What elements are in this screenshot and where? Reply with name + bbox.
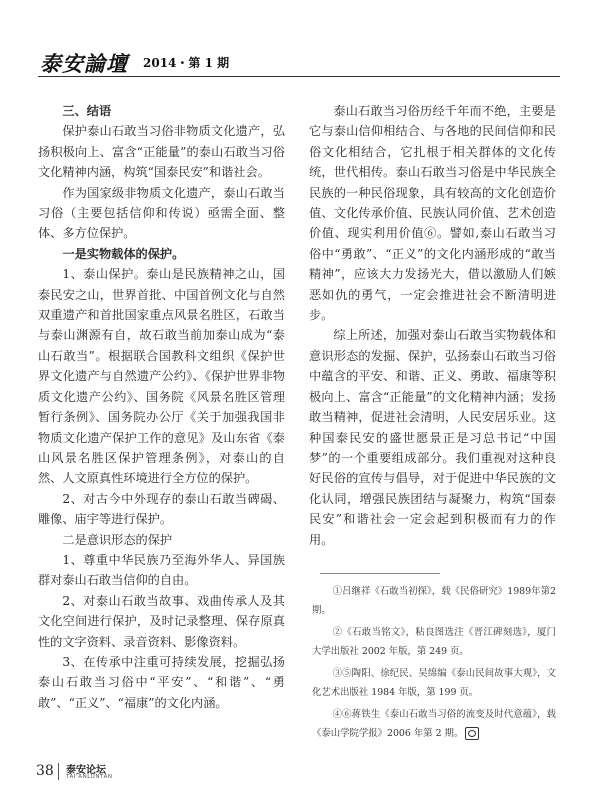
footnote — [312, 705, 556, 743]
footnote — [312, 664, 556, 702]
left-column — [38, 101, 285, 713]
left-column-paragraph: 1、尊重中华民族乃至海外华人、异国族群对泰山石敢当信仰的自由。 — [38, 552, 285, 588]
left-column-paragraph: 1、泰山保护。泰山是民族精神之山，国泰民安之山，世界首批、中国首例文化与自然双重遗产和首批国家重点风景名胜区，石敢当与泰山渊源有自，故石敢当前加泰山成为“泰山石敢当”。根据联合国教科文组织《保护世界文化遗产与自然遗产公约》、《保护世界非物质文化遗产公约》、国务院《风景名胜区管理暂行条例》、国务院办公厅《关于加强我国非物质文化遗产保护工作的意见》及山东省《泰山风景名胜区保护管理条例》，对泰山的自然、人文原真性环境进行全方位的保护。 — [38, 267, 285, 486]
left-column-paragraph: 2、对泰山石敢当故事、戏曲传承人及其文化空间进行保护，及时记录整理、保存原真性的文字资料、录音资料、影像资料。 — [38, 593, 285, 649]
left-column-paragraph: 二是意识形态的保护 — [62, 532, 173, 547]
left-column-paragraph: 三、结语 — [62, 104, 112, 118]
cnki-logo-icon — [465, 727, 479, 740]
page-number: 38 — [36, 763, 54, 779]
footnote-text: ②《石敢当铭文》，粘良图选注《晋江碑刻选》，厦门大学出版社 2002 年版，第 249 页。 — [312, 627, 556, 657]
header-rule — [38, 76, 560, 77]
right-column-paragraph: 综上所述，加强对泰山石敢当实物载体和意识形态的发掘、保护，弘扬泰山石敢当习俗中蕴含的平安、和谐、正义、勇敢、福康等积极向上、富含“正能量”的文化精神内涵；发扬敢当精神，促进社会清明，人民安居乐业。这种国泰民安的盛世愿景正是习总书记“中国梦”的一个重要组成部分。我们重视对这种良好民俗的宣传与倡导，对于促进中华民族的文化认同，增强民族团结与凝聚力，构筑“国泰民安”和谐社会一定会起到积极而有力的作用。 — [309, 328, 556, 547]
left-column-paragraph: 一是实物载体的保护。 — [62, 246, 185, 261]
footnote-text: ④⑥蒋铁生《泰山石敢当习俗的流变及时代意蕴》，载《泰山学院学报》2006 年第 2 期。 — [312, 709, 556, 739]
footnote-rule — [320, 573, 440, 574]
footnote-text: ③⑤陶阳、徐纪民、吴绵编《泰山民间故事大观》，文化艺术出版社 1984 年版，第 199 页。 — [312, 668, 556, 698]
footnote-text: ①吕继祥《石敢当初探》，载《民俗研究》1989年第2期。 — [312, 586, 556, 616]
footnote — [312, 582, 556, 620]
footnotes — [312, 582, 556, 746]
footer-journal-pinyin: TAI'ANLUNTAN — [66, 774, 113, 780]
footer-divider — [58, 763, 59, 780]
left-column-paragraph: 2、对古今中外现存的泰山石敢当碑碣、雕像、庙宇等进行保护。 — [38, 491, 285, 527]
left-column-paragraph: 3、在传承中注重可持续发展，挖掘弘扬泰山石敢当习俗中“平安”、“和谐”、“勇敢”、“正义”、“福康”的文化内涵。 — [38, 654, 285, 710]
journal-brand: 泰安論壇 — [40, 51, 128, 76]
right-column — [309, 101, 556, 550]
issue-label: 2014・第 1 期 — [143, 56, 230, 70]
left-column-paragraph: 保护泰山石敢当习俗非物质文化遗产，弘扬积极向上、富含“正能量”的泰山石敢当习俗文化精神内涵，构筑“国泰民安”和谐社会。 — [38, 124, 285, 180]
footer-journal-name: 泰安论坛 — [66, 765, 106, 776]
right-column-paragraph: 泰山石敢当习俗历经千年而不绝，主要是它与泰山信仰相结合、与各地的民间信仰和民俗文化相结合，它扎根于相关群体的文化传统，世代相传。泰山石敢当习俗是中华民族全民族的一种民俗现象，具有较高的文化创造价值、文化传承价值、民族认同价值、艺术创造价值、现实利用价值⑥。譬如,泰山石敢当习俗中“勇敢”、“正义”的文化内涵形成的“敢当精神”，应该大力发扬光大，借以激励人们嫉恶如仇的勇气，一定会推进社会不断清明进步。 — [309, 104, 556, 323]
footnote — [312, 623, 556, 661]
left-column-paragraph: 作为国家级非物质文化遗产，泰山石敢当习俗（主要包括信仰和传说）亟需全面、整体、多方位保护。 — [38, 185, 285, 241]
